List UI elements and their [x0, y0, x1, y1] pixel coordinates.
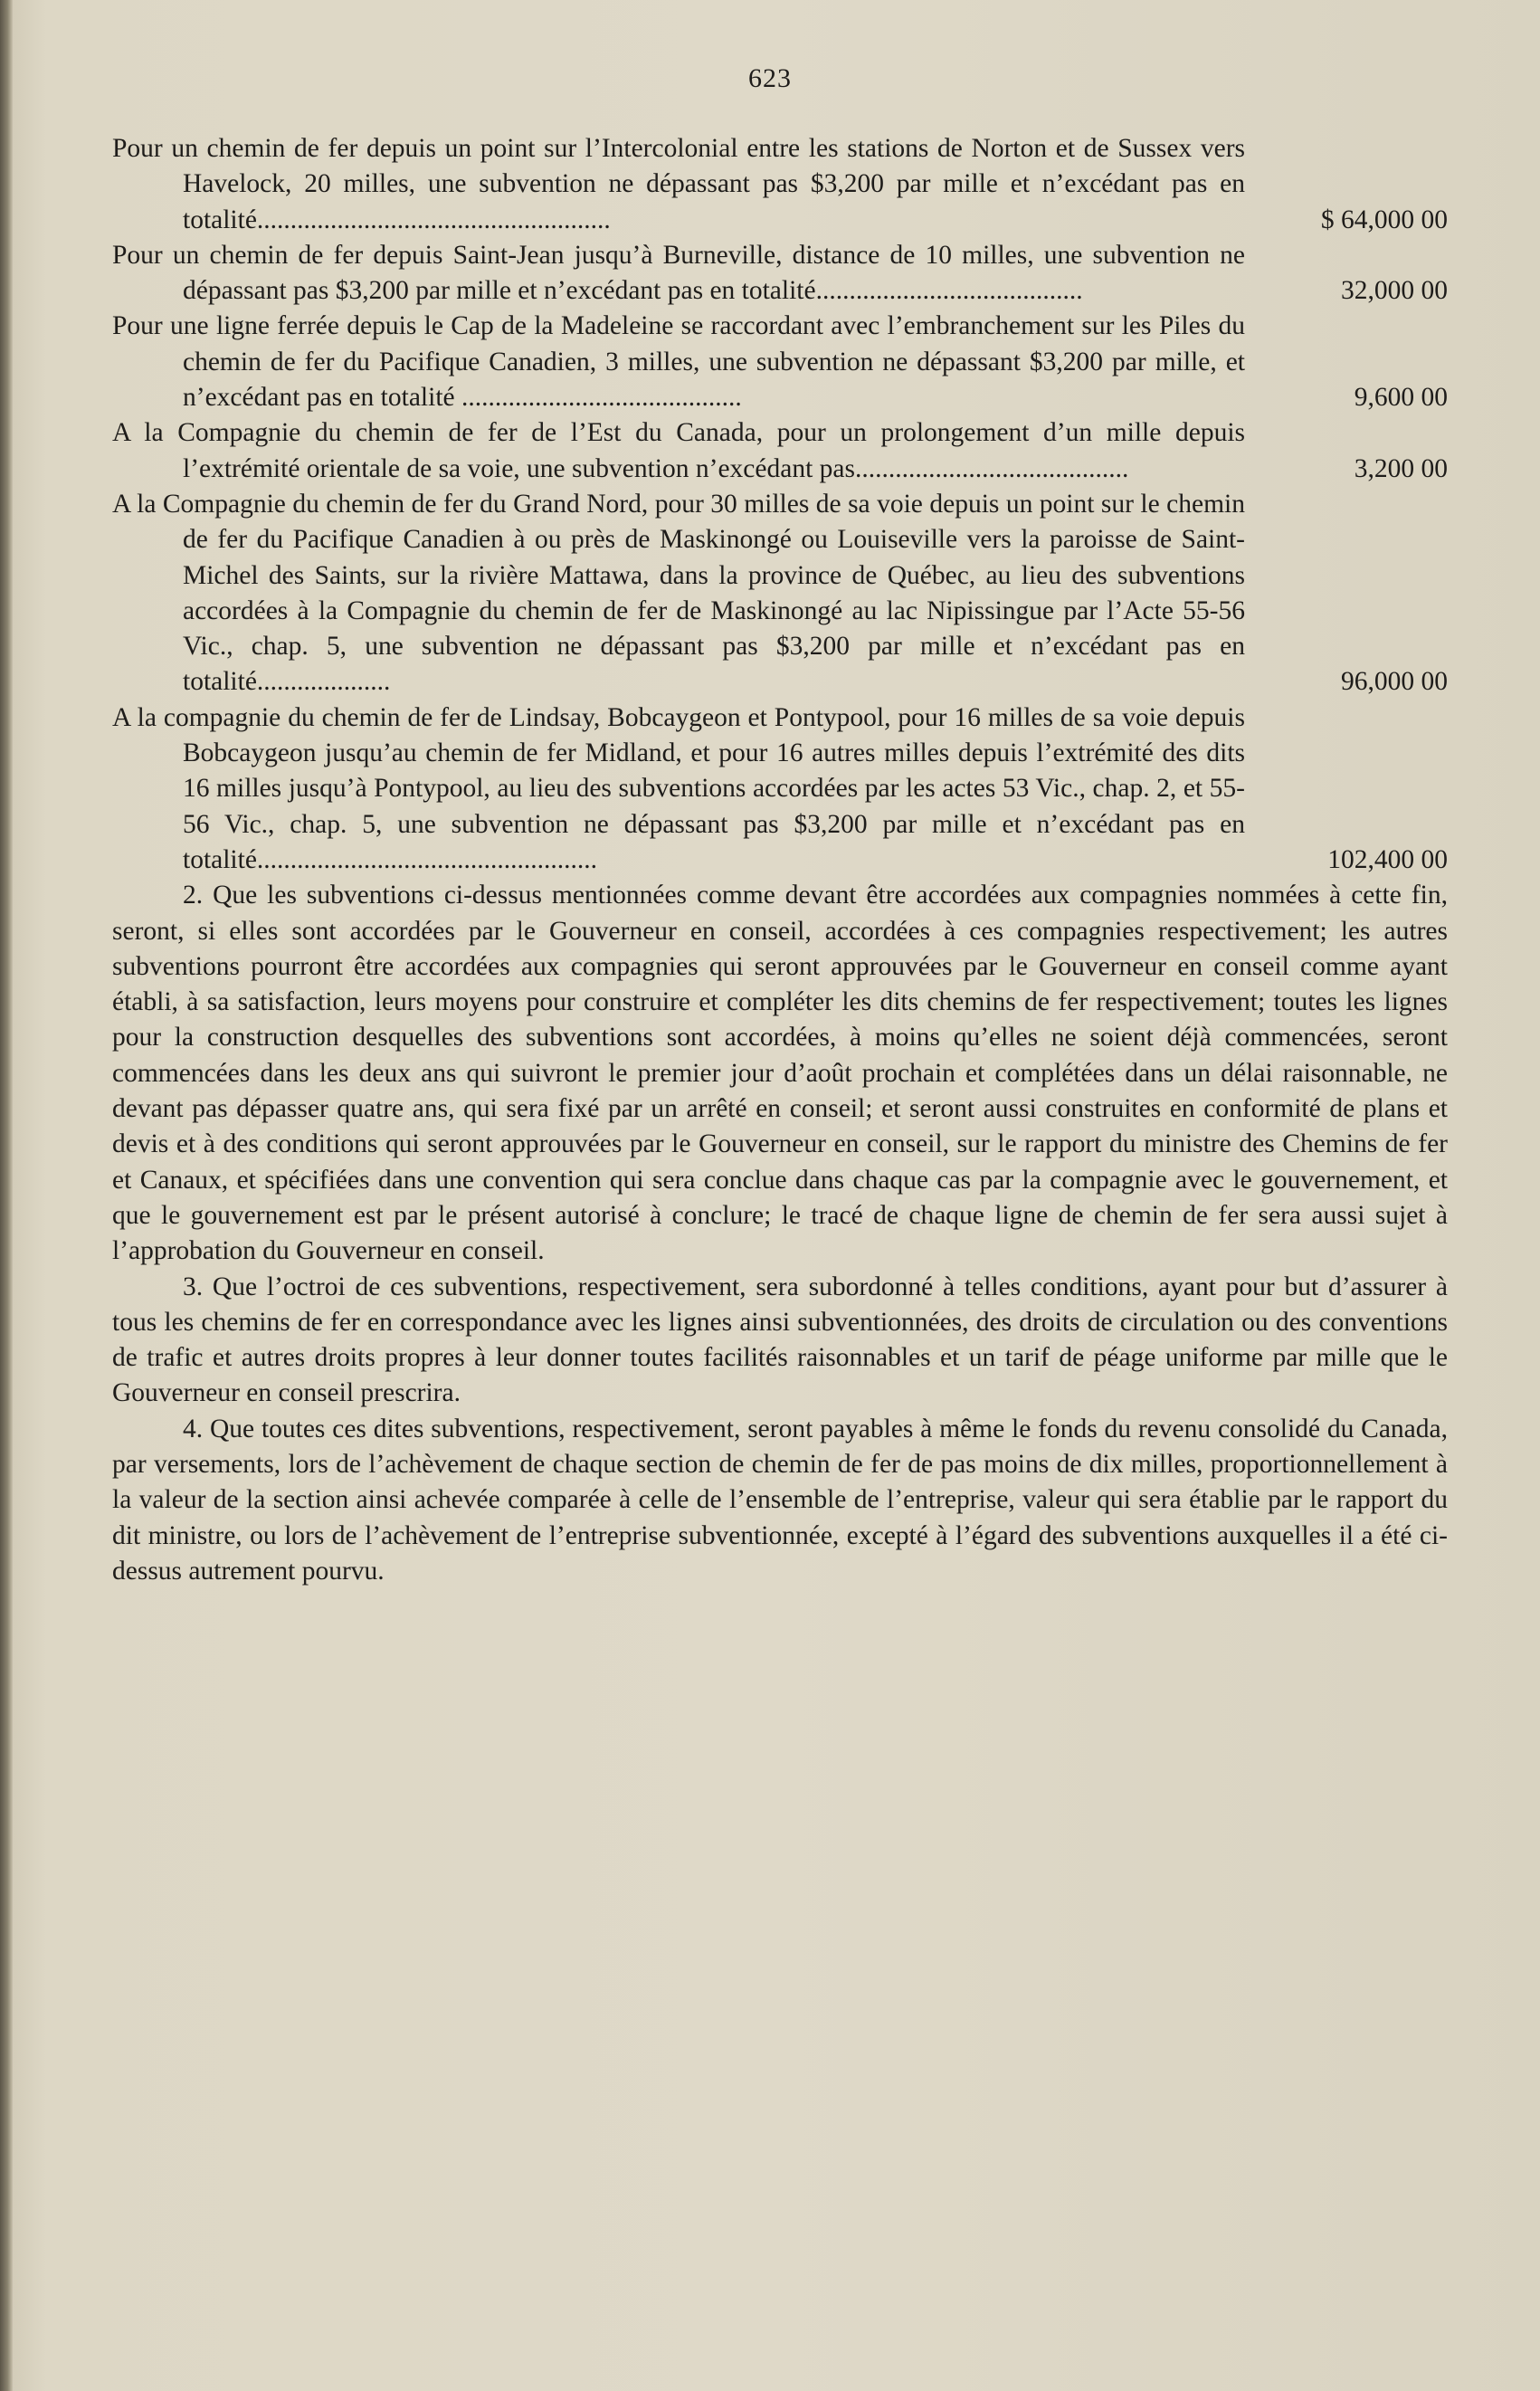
grant-description: Pour un chemin de fer depuis un point sur l’Intercolonial entre les stations de Norton et de Sussex vers Havelock, 20 milles, une subvention ne dépassant pas $3,200 par mille et n’excédant pas en totalité..................................................... — [112, 134, 1245, 234]
grant-entry — [112, 415, 1448, 487]
grant-amount: 32,000 00 — [1341, 276, 1448, 306]
body-text — [112, 131, 1448, 1589]
grant-amount: 3,200 00 — [1354, 453, 1448, 483]
book-spine-shadow — [0, 0, 13, 2391]
grant-entry — [112, 131, 1448, 238]
grant-description: A la compagnie du chemin de fer de Lindsay, Bobcaygeon et Pontypool, pour 16 milles de sa voie depuis Bobcaygeon jusqu’au chemin de fer Midland, et pour 16 autres milles depuis l’extrémité des dits 16 milles jusqu’à Pontypool, au lieu des subventions accordées par les actes 53 Vic., chap. 2, et 55-56 Vic., chap. 5, une subvention ne dépassant pas $3,200 par mille et n’excédant pas en totalité................................................... — [112, 702, 1245, 874]
grant-description: A la Compagnie du chemin de fer du Grand Nord, pour 30 milles de sa voie depuis un point sur le chemin de fer du Pacifique Canadien à ou près de Maskinongé ou Louiseville vers la paroisse de Saint-Michel des Saints, sur la rivière Mattawa, dans la province de Québec, au lieu des subventions accordées à la Compagnie du chemin de fer de Maskinongé au lac Nipissingue par l’Acte 55-56 Vic., chap. 5, une subvention ne dépassant pas $3,200 par mille et n’excédant pas en totalité.................... — [112, 489, 1245, 697]
clause-paragraph: 4. Que toutes ces dites subventions, respectivement, seront payables à même le fonds du revenu consolidé du Canada, par versements, lors de l’achèvement de chaque section de chemin de fer de pas moins de dix milles, proportionnellement à la valeur de la section ainsi achevée comparée à celle de l’ensemble de l’entreprise, valeur qui sera établie par le rapport du dit ministre, ou lors de l’achèvement de l’entreprise subventionnée, excepté à l’égard des subventions auxquelles il a été ci-dessus autrement pourvu. — [112, 1414, 1448, 1586]
grant-entry — [112, 487, 1448, 700]
grant-entry — [112, 700, 1448, 878]
grant-entry — [112, 309, 1448, 415]
grant-amount: 102,400 00 — [1327, 844, 1448, 874]
page-number: 623 — [748, 63, 792, 93]
grant-description: Pour une ligne ferrée depuis le Cap de la Madeleine se raccordant avec l’embranchement sur les Piles du chemin de fer du Pacifique Canadien, 3 milles, une subvention ne dépassant $3,200 par mille, et n’excédant pas en totalité .......................................... — [112, 311, 1245, 413]
grant-entry — [112, 238, 1448, 310]
grant-amount: $ 64,000 00 — [1320, 205, 1448, 234]
grant-amount: 9,600 00 — [1354, 383, 1448, 413]
grant-amount: 96,000 00 — [1341, 667, 1448, 697]
clause-paragraph: 3. Que l’octroi de ces subventions, respectivement, sera subordonné à telles conditions, ayant pour but d’assurer à tous les chemins de fer en correspondance avec les lignes ainsi subventionnées, des droits de circulation ou des conventions de trafic et autres droits propres à leur donner toutes facilités raisonnables et un tarif de péage uniforme par mille que le Gouverneur en conseil prescrira. — [112, 1272, 1448, 1408]
grant-description: A la Compagnie du chemin de fer de l’Est du Canada, pour un prolongement d’un mille depuis l’extrémité orientale de sa voie, une subvention n’excédant pas......................................... — [112, 418, 1245, 483]
grant-description: Pour un chemin de fer depuis Saint-Jean jusqu’à Burneville, distance de 10 milles, une subvention ne dépassant pas $3,200 par mille et n’excédant pas en totalité........................................ — [112, 240, 1245, 306]
clause-paragraph: 2. Que les subventions ci-dessus mentionnées comme devant être accordées aux compagnies nommées à cette fin, seront, si elles sont accordées par le Gouverneur en conseil, accordées à ces compagnies respectivement; les autres subventions pourront être accordées aux compagnies qui seront approuvées par le Gouverneur en conseil comme ayant établi, à sa satisfaction, leurs moyens pour construire et compléter les dits chemins de fer respectivement; toutes les lignes pour la construction desquelles des subventions sont accordées, à moins qu’elles ne soient déjà commencées, seront commencées dans les deux ans qui suivront le premier jour d’août prochain et complétées dans un délai raisonnable, ne devant pas dépasser quatre ans, qui sera fixé par un arrêté en conseil; et seront aussi construites en conformité de plans et devis et à des conditions qui seront approuvées par le Gouverneur en conseil, sur le rapport du ministre des Chemins de fer et Canaux, et spécifiées dans une convention qui sera conclue dans chaque cas par la compagnie avec le gouvernement, et que le gouvernement est par le présent autorisé à conclure; le tracé de chaque ligne de chemin de fer sera aussi sujet à l’approbation du Gouverneur en conseil. — [112, 881, 1448, 1266]
